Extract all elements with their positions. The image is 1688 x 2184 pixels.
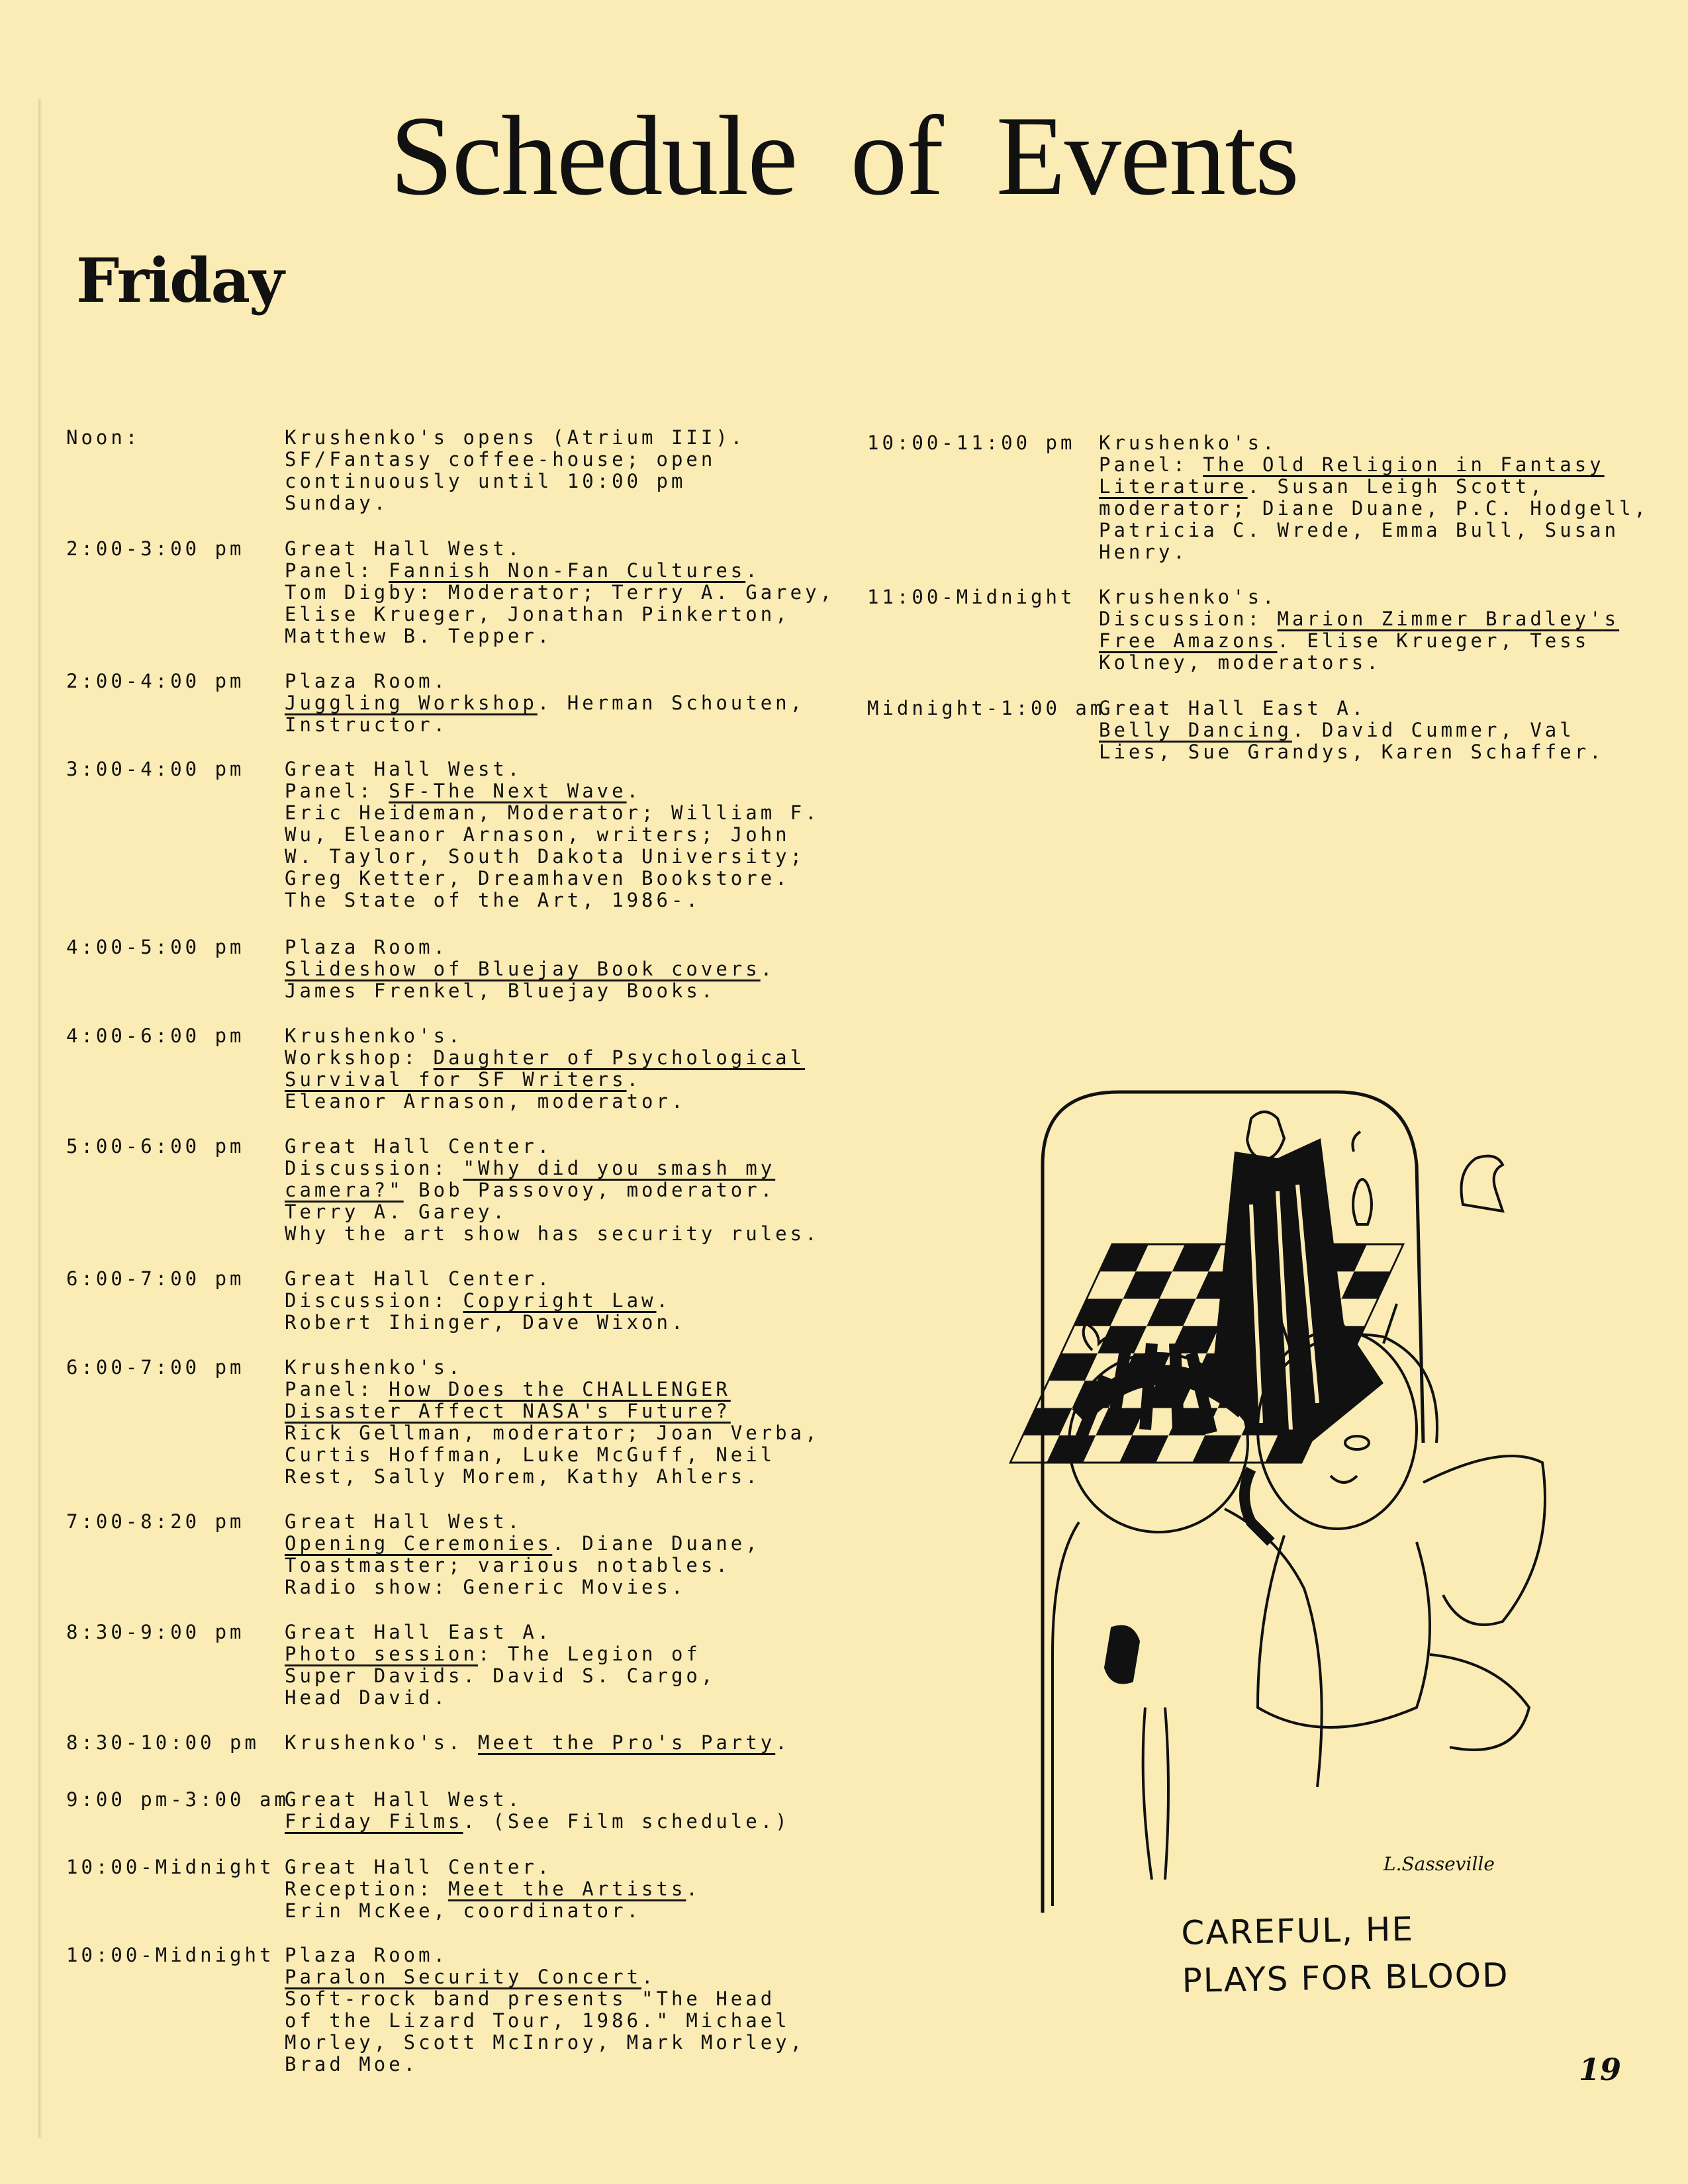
event-text-suffix: . Diane Duane, [552, 1532, 761, 1555]
event-title-underlined: Disaster Affect NASA's Future? [285, 1400, 731, 1422]
event-text: Greg Ketter, Dreamhaven Bookstore. [285, 867, 790, 889]
caption-line-1: CAREFUL, HE [1180, 1909, 1415, 1952]
event-title-underlined: Fannish Non-Fan Cultures [389, 559, 746, 582]
chessboard-square [1100, 1244, 1149, 1271]
event-text: The State of the Art, 1986-. [285, 889, 701, 911]
event-text: Great Hall Center. [285, 1135, 553, 1158]
event-time: 5:00-6:00 pm [66, 1135, 245, 1158]
event-time: 4:00-5:00 pm [66, 936, 245, 958]
event-text: Head David. [285, 1686, 449, 1709]
event-text-prefix: Workshop: [285, 1046, 434, 1069]
event-line [285, 538, 835, 560]
chess-pieces [1352, 1132, 1503, 1224]
event-text: Eric Heideman, Moderator; William F. [285, 801, 820, 824]
event-line [285, 1422, 820, 1444]
event-text-suffix: . [656, 1289, 671, 1312]
event-text: Krushenko's. [1099, 586, 1278, 608]
illustration-caption [1181, 1903, 1553, 2005]
event-text-suffix: . [745, 559, 761, 582]
event-line [285, 846, 820, 868]
event-line [1099, 608, 1619, 630]
event-line [1099, 541, 1649, 563]
event-text: continuously until 10:00 pm [285, 470, 686, 492]
event-details [285, 1732, 790, 1754]
event-text-suffix: . [760, 958, 776, 980]
event-text: Krushenko's. [1099, 432, 1278, 454]
event-line [285, 1136, 820, 1158]
event-text: SF/Fantasy coffee-house; open [285, 448, 716, 471]
event-text: Matthew B. Tepper. [285, 625, 553, 647]
event-line [1099, 741, 1605, 763]
event-line [285, 2032, 805, 2054]
event-time: 6:00-7:00 pm [66, 1356, 245, 1379]
day-heading: Friday [76, 245, 283, 316]
event-line [1099, 520, 1649, 541]
binding-edge-shadow [38, 99, 42, 2138]
event-text: Great Hall West. [285, 537, 523, 560]
event-line [285, 824, 820, 846]
page-number: 19 [1579, 2052, 1622, 2087]
event-line [285, 1988, 805, 2010]
event-line [285, 1091, 805, 1113]
page-title: Schedule of Events [390, 93, 1298, 219]
event-title-underlined: Meet the Pro's Party [477, 1731, 776, 1754]
event-text: Super Davids. David S. Cargo, [285, 1664, 716, 1687]
event-line [1099, 630, 1619, 652]
event-text: Plaza Room. [285, 1944, 449, 1966]
event-time: Noon: [66, 426, 141, 449]
event-text-suffix: . Herman Schouten, [537, 692, 806, 714]
event-title-underlined: Belly Dancing [1099, 719, 1292, 741]
event-text: Wu, Eleanor Arnason, writers; John [285, 823, 790, 846]
event-text: Great Hall West. [285, 758, 523, 780]
event-line [285, 868, 820, 889]
event-text: Plaza Room. [285, 670, 449, 692]
event-text: Robert Ihinger, Dave Wixon. [285, 1311, 686, 1334]
event-text: Henry. [1099, 541, 1188, 563]
event-text: W. Taylor, South Dakota University; [285, 845, 806, 868]
chessboard-square [1023, 1408, 1072, 1435]
event-details [285, 1357, 820, 1488]
event-line [1099, 586, 1619, 608]
event-line [285, 1400, 820, 1422]
event-text: Kolney, moderators. [1099, 651, 1382, 674]
event-time: 10:00-Midnight [66, 1944, 275, 1966]
event-details [285, 1025, 805, 1113]
event-text: Erin McKee, coordinator. [285, 1899, 642, 1922]
event-text-suffix: . David Cummer, Val [1291, 719, 1575, 741]
event-details [285, 1789, 790, 1833]
event-line [285, 1811, 790, 1833]
event-line [285, 1223, 820, 1245]
event-text: moderator; Diane Duane, P.C. Hodgell, [1099, 497, 1650, 520]
event-line [285, 802, 820, 824]
event-text: Lies, Sue Grandys, Karen Schaffer. [1099, 741, 1605, 763]
event-line [285, 1856, 701, 1878]
event-title-underlined: Photo session [285, 1643, 478, 1665]
event-title-underlined: "Why did you smash my [463, 1157, 776, 1179]
event-title-underlined: Literature [1099, 475, 1248, 498]
event-line [285, 1158, 820, 1179]
event-line [285, 625, 835, 647]
event-text: Brad Moe. [285, 2053, 419, 2075]
event-line [285, 1047, 805, 1069]
event-details [1099, 698, 1605, 763]
event-line [1099, 498, 1649, 520]
event-line [1099, 698, 1605, 719]
event-time: 4:00-6:00 pm [66, 1024, 245, 1047]
event-text-suffix: . [775, 1731, 790, 1754]
chessboard-square [1119, 1435, 1168, 1463]
event-line [285, 1966, 805, 1988]
event-line [285, 560, 835, 582]
event-details [285, 670, 805, 736]
event-title-underlined: Survival for SF Writers [285, 1068, 627, 1091]
event-title-underlined: The Old Religion in Fantasy [1203, 453, 1605, 476]
event-details [285, 538, 835, 647]
event-line [285, 1444, 820, 1466]
event-line [285, 1900, 701, 1922]
event-text: Soft-rock band presents "The Head [285, 1987, 776, 2010]
event-time: 2:00-3:00 pm [66, 537, 245, 560]
event-title-underlined: Juggling Workshop [285, 692, 538, 714]
event-text-suffix: . (See Film schedule.) [463, 1810, 790, 1833]
event-text: James Frenkel, Bluejay Books. [285, 979, 716, 1002]
event-line [1099, 719, 1605, 741]
event-title-underlined: SF-The Next Wave [389, 780, 627, 802]
event-text: Great Hall Center. [285, 1856, 553, 1878]
event-details [285, 427, 745, 514]
event-details [285, 1856, 701, 1922]
event-line [285, 980, 775, 1002]
event-text: Krushenko's. [285, 1024, 463, 1047]
event-text: Tom Digby: Moderator; Terry A. Garey, [285, 581, 835, 604]
event-text-prefix: Discussion: [285, 1289, 463, 1312]
event-line [285, 670, 805, 692]
event-line [285, 1944, 805, 1966]
event-line [285, 1878, 701, 1900]
event-text: Toastmaster; various notables. [285, 1554, 731, 1576]
event-text: Why the art show has security rules. [285, 1222, 820, 1245]
event-details [285, 1136, 820, 1245]
event-line [285, 1379, 820, 1400]
event-text: Great Hall West. [285, 1788, 523, 1811]
event-line [285, 1069, 805, 1091]
event-line [285, 1665, 716, 1687]
event-text: Elise Krueger, Jonathan Pinkerton, [285, 603, 790, 625]
event-text-prefix: Panel: [285, 559, 389, 582]
event-text: Sunday. [285, 492, 389, 514]
event-line [285, 758, 820, 780]
event-text-prefix: Reception: [285, 1878, 449, 1900]
event-title-underlined: Free Amazons [1099, 629, 1278, 652]
event-line [285, 1268, 686, 1290]
event-line [285, 582, 835, 604]
event-text-suffix: : The Legion of [477, 1643, 701, 1665]
event-line [285, 1789, 790, 1811]
event-time: Midnight-1:00 am [867, 697, 1105, 719]
event-time: 10:00-Midnight [66, 1856, 275, 1878]
event-line [285, 427, 745, 449]
event-time: 8:30-10:00 pm [66, 1731, 259, 1754]
event-text: Rick Gellman, moderator; Joan Verba, [285, 1422, 820, 1444]
event-text: Patricia C. Wrede, Emma Bull, Susan [1099, 519, 1620, 541]
chessboard-square [1192, 1435, 1241, 1463]
event-line [285, 1555, 761, 1576]
chessboard-square [1049, 1353, 1098, 1381]
chessboard-square [1123, 1271, 1172, 1298]
artist-signature: L.Sasseville [1383, 1853, 1495, 1875]
event-line [1099, 476, 1649, 498]
event-time: 11:00-Midnight [867, 586, 1076, 608]
event-details [1099, 432, 1649, 563]
event-line [285, 1687, 716, 1709]
event-line [285, 2010, 805, 2032]
event-details [285, 1944, 805, 2075]
event-details [285, 1511, 761, 1598]
event-text-prefix: Panel: [285, 780, 389, 802]
event-details [285, 1268, 686, 1334]
event-line [285, 1290, 686, 1312]
event-text: Rest, Sally Morem, Kathy Ahlers. [285, 1465, 761, 1488]
chessboard-square [1342, 1271, 1391, 1298]
event-text-suffix: . [626, 1068, 642, 1091]
event-text: Instructor. [285, 713, 449, 736]
event-time: 6:00-7:00 pm [66, 1267, 245, 1290]
event-text-prefix: Discussion: [285, 1157, 463, 1179]
event-line [285, 692, 805, 714]
event-title-underlined: Daughter of Psychological [433, 1046, 806, 1069]
event-text-suffix: Bob Passovoy, moderator. [403, 1179, 776, 1201]
event-time: 9:00 pm-3:00 am [66, 1788, 289, 1811]
event-line [285, 1621, 716, 1643]
event-text: Krushenko's opens (Atrium III). [285, 426, 746, 449]
event-title-underlined: How Does the CHALLENGER [389, 1378, 731, 1400]
event-text-suffix: . [641, 1966, 657, 1988]
event-text: Morley, Scott McInroy, Mark Morley, [285, 2031, 806, 2054]
event-line [285, 936, 775, 958]
event-text-suffix: . Susan Leigh Scott, [1247, 475, 1545, 498]
event-details [285, 936, 775, 1002]
event-line [285, 492, 745, 514]
event-title-underlined: Copyright Law [463, 1289, 657, 1312]
event-text-suffix: . [626, 780, 642, 802]
event-text: Curtis Hoffman, Luke McGuff, Neil [285, 1443, 776, 1466]
event-line [285, 780, 820, 802]
event-time: 7:00-8:20 pm [66, 1510, 245, 1533]
event-line [285, 1025, 805, 1047]
event-text-prefix: Panel: [1099, 453, 1203, 476]
event-text-suffix: . Elise Krueger, Tess [1277, 629, 1590, 652]
event-details [285, 1621, 716, 1709]
chessboard-square [1074, 1299, 1123, 1326]
event-line [285, 1732, 790, 1754]
event-time: 10:00-11:00 pm [867, 432, 1076, 454]
event-text-prefix: Krushenko's. [285, 1731, 478, 1754]
event-text-prefix: Discussion: [1099, 608, 1278, 630]
event-line [285, 1466, 820, 1488]
event-title-underlined: Slideshow of Bluejay Book covers [285, 958, 761, 980]
event-details [285, 758, 820, 911]
event-text: Radio show: Generic Movies. [285, 1576, 686, 1598]
event-line [285, 1312, 686, 1334]
event-title-underlined: camera?" [285, 1179, 404, 1201]
event-line [285, 471, 745, 492]
event-text: Great Hall West. [285, 1510, 523, 1533]
event-text: Great Hall East A. [285, 1621, 553, 1643]
event-text: of the Lizard Tour, 1986." Michael [285, 2009, 790, 2032]
event-text: Krushenko's. [285, 1356, 463, 1379]
event-text-suffix: . [686, 1878, 701, 1900]
event-line [285, 1576, 761, 1598]
event-line [285, 2054, 805, 2075]
caption-line-2: PLAYS FOR BLOOD [1182, 1956, 1510, 2000]
event-time: 2:00-4:00 pm [66, 670, 245, 692]
event-text: Great Hall East A. [1099, 697, 1367, 719]
event-text: Plaza Room. [285, 936, 449, 958]
event-line [1099, 454, 1649, 476]
event-line [285, 1643, 716, 1665]
event-line [285, 958, 775, 980]
event-line [285, 604, 835, 625]
event-title-underlined: Paralon Security Concert [285, 1966, 642, 1988]
event-line [285, 449, 745, 471]
event-time: 3:00-4:00 pm [66, 758, 245, 780]
event-text-prefix: Panel: [285, 1378, 389, 1400]
event-text: Eleanor Arnason, moderator. [285, 1090, 686, 1113]
event-title-underlined: Marion Zimmer Bradley's [1277, 608, 1620, 630]
event-line [285, 1179, 820, 1201]
chessboard-square [1172, 1244, 1221, 1271]
event-line [1099, 432, 1649, 454]
event-line [285, 889, 820, 911]
event-title-underlined: Friday Films [285, 1810, 463, 1833]
event-details [1099, 586, 1619, 674]
event-line [285, 714, 805, 736]
event-title-underlined: Meet the Artists [448, 1878, 686, 1900]
event-text: Terry A. Garey. [285, 1201, 508, 1223]
event-line [285, 1201, 820, 1223]
event-line [285, 1511, 761, 1533]
event-line [285, 1357, 820, 1379]
chessboard-square [1147, 1299, 1196, 1326]
event-time: 8:30-9:00 pm [66, 1621, 245, 1643]
event-title-underlined: Opening Ceremonies [285, 1532, 553, 1555]
event-line [285, 1533, 761, 1555]
event-line [1099, 652, 1619, 674]
event-text: Great Hall Center. [285, 1267, 553, 1290]
